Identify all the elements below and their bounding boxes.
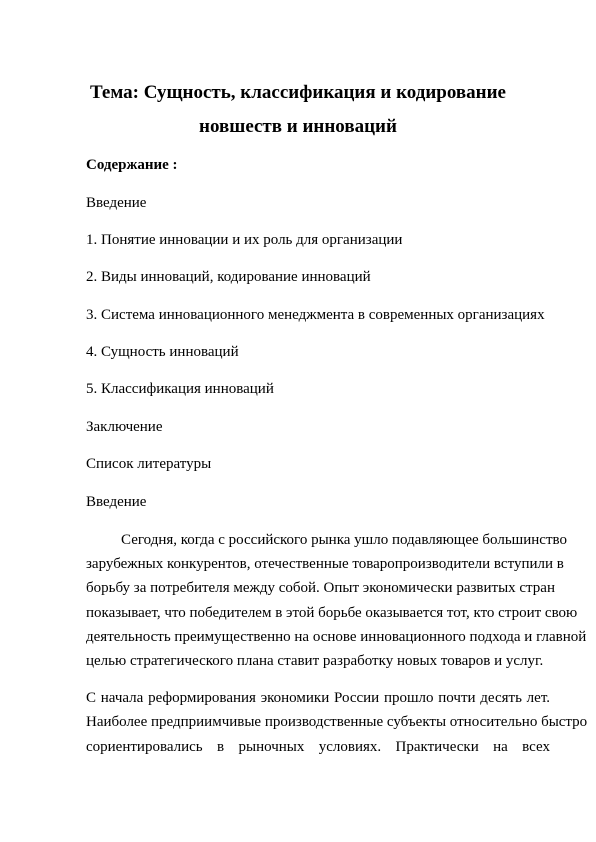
contents-item: Заключение xyxy=(86,419,163,435)
intro-heading: Введение xyxy=(86,494,147,510)
contents-item: 1. Понятие инновации и их роль для организации xyxy=(86,232,403,248)
paragraph-line: целью стратегического плана ставит разработку новых товаров и услуг. xyxy=(86,653,544,669)
paragraph-word: всех xyxy=(522,739,550,755)
paragraph-word: на xyxy=(493,739,508,755)
paragraph-line-spread xyxy=(86,738,550,756)
paragraph-line: Сегодня, когда с российского рынка ушло подавляющее большинство xyxy=(121,532,567,548)
contents-heading: Содержание : xyxy=(86,157,178,173)
paragraph-line: деятельность преимущественно на основе инновационного подхода и главной xyxy=(86,629,587,645)
contents-item: 5. Классификация инноваций xyxy=(86,381,274,397)
paragraph-line: борьбу за потребителя между собой. Опыт экономически развитых стран xyxy=(86,580,555,596)
paragraph-line: С начала реформирования экономики России прошло почти десять лет. xyxy=(86,690,550,706)
paragraph-word: сориентировались xyxy=(86,739,203,755)
contents-item: 4. Сущность инноваций xyxy=(86,344,239,360)
document-title-line-2: новшеств и инноваций xyxy=(199,116,397,137)
paragraph-word: условиях. xyxy=(318,739,382,755)
contents-item: Список литературы xyxy=(86,456,212,472)
paragraph-line: показывает, что победителем в этой борьбе оказывается тот, кто строит свою xyxy=(86,605,578,621)
contents-item: Введение xyxy=(86,195,147,211)
contents-item: 3. Система инновационного менеджмента в современных организациях xyxy=(86,307,545,323)
paragraph-word: Практически xyxy=(395,739,479,755)
paragraph-line: зарубежных конкурентов, отечественные товаропроизводители вступили в xyxy=(86,556,564,572)
paragraph-word: рыночных xyxy=(238,739,305,755)
document-title-line-1: Тема: Сущность, классификация и кодирование xyxy=(89,82,506,103)
paragraph-word: в xyxy=(217,739,225,755)
paragraph-line: Наиболее предприимчивые производственные субъекты относительно быстро xyxy=(86,714,588,730)
contents-item: 2. Виды инноваций, кодирование инноваций xyxy=(86,269,371,285)
